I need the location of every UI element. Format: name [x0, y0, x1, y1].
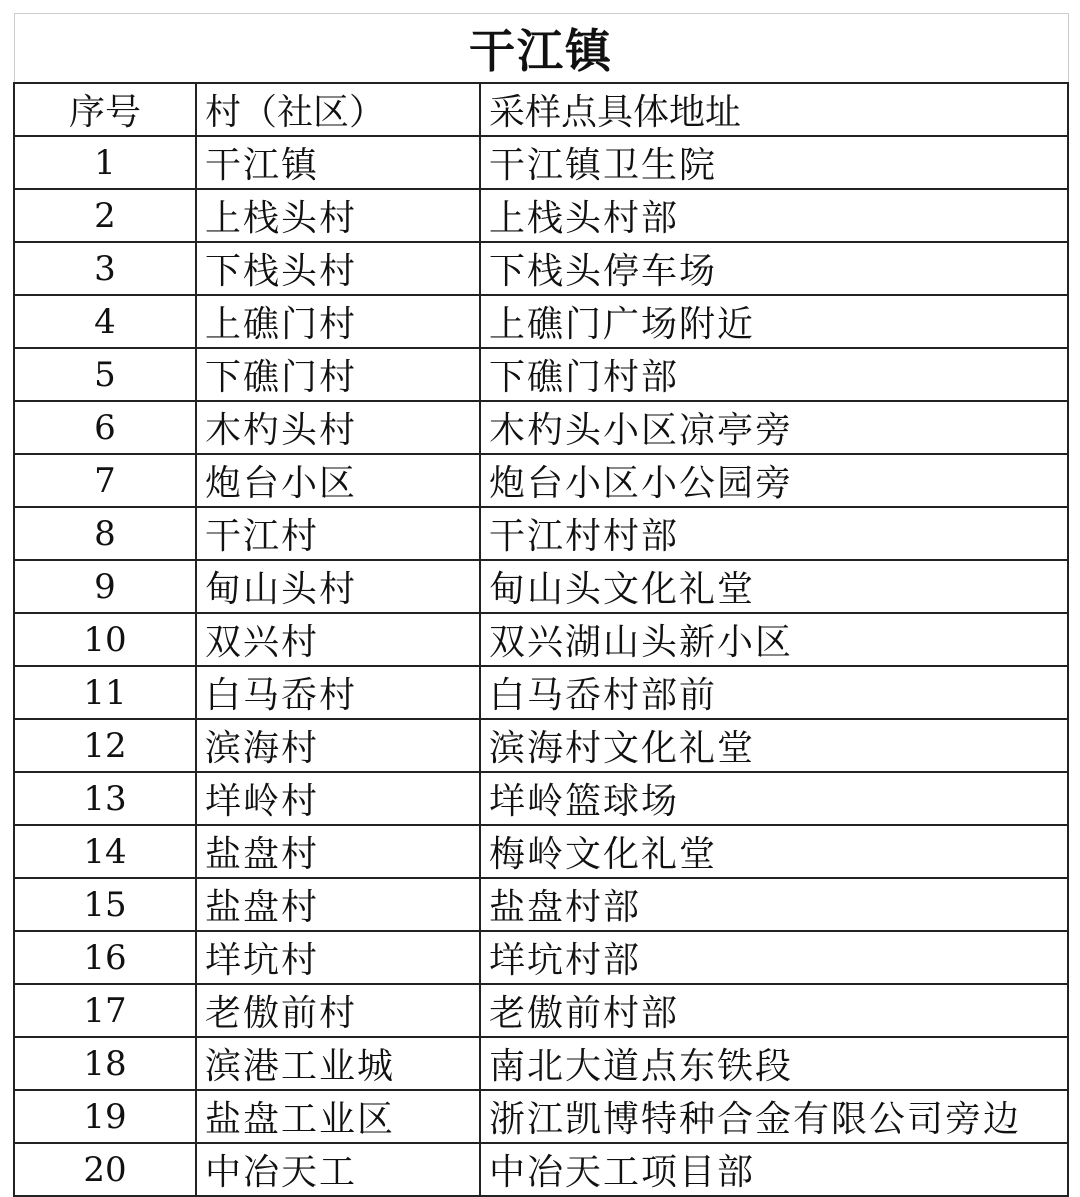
table-row — [14, 1090, 1068, 1143]
row-num: 8 — [14, 507, 196, 560]
row-num: 11 — [14, 666, 196, 719]
row-address: 下礁门村部 — [480, 348, 1068, 401]
row-num: 5 — [14, 348, 196, 401]
row-num: 4 — [14, 295, 196, 348]
table-row — [14, 772, 1068, 825]
header-num: 序号 — [14, 83, 196, 136]
row-village: 双兴村 — [196, 613, 480, 666]
row-num: 9 — [14, 560, 196, 613]
row-address: 浙江凯博特种合金有限公司旁边 — [480, 1090, 1068, 1143]
row-village: 下礁门村 — [196, 348, 480, 401]
row-village: 老傲前村 — [196, 984, 480, 1037]
row-address: 盐盘村部 — [480, 878, 1068, 931]
table-row — [14, 189, 1068, 242]
row-address: 白马岙村部前 — [480, 666, 1068, 719]
row-address: 炮台小区小公园旁 — [480, 454, 1068, 507]
row-village: 上栈头村 — [196, 189, 480, 242]
table-row — [14, 560, 1068, 613]
row-address: 南北大道点东铁段 — [480, 1037, 1068, 1090]
row-num: 7 — [14, 454, 196, 507]
row-address: 上礁门广场附近 — [480, 295, 1068, 348]
row-address: 梅岭文化礼堂 — [480, 825, 1068, 878]
table-row — [14, 348, 1068, 401]
row-village: 上礁门村 — [196, 295, 480, 348]
row-address: 中冶天工项目部 — [480, 1143, 1068, 1196]
row-village: 木杓头村 — [196, 401, 480, 454]
header-village: 村（社区） — [196, 83, 480, 136]
row-address: 上栈头村部 — [480, 189, 1068, 242]
table-body — [14, 14, 1068, 1197]
row-num: 1 — [14, 136, 196, 189]
row-village: 中冶天工 — [196, 1143, 480, 1196]
row-num: 13 — [14, 772, 196, 825]
row-address: 老傲前村部 — [480, 984, 1068, 1037]
row-num: 3 — [14, 242, 196, 295]
sampling-points-table — [13, 13, 1069, 1197]
row-village: 炮台小区 — [196, 454, 480, 507]
table-row — [14, 878, 1068, 931]
row-village: 盐盘村 — [196, 878, 480, 931]
row-village: 干江村 — [196, 507, 480, 560]
table-row — [14, 454, 1068, 507]
row-address: 下栈头停车场 — [480, 242, 1068, 295]
table-row — [14, 136, 1068, 189]
row-num: 2 — [14, 189, 196, 242]
row-num: 19 — [14, 1090, 196, 1143]
row-address: 双兴湖山头新小区 — [480, 613, 1068, 666]
row-num: 10 — [14, 613, 196, 666]
row-num: 6 — [14, 401, 196, 454]
table-row — [14, 507, 1068, 560]
table-row — [14, 984, 1068, 1037]
row-village: 盐盘村 — [196, 825, 480, 878]
row-village: 滨港工业城 — [196, 1037, 480, 1090]
table-row — [14, 666, 1068, 719]
row-address: 木杓头小区凉亭旁 — [480, 401, 1068, 454]
row-village: 垟坑村 — [196, 931, 480, 984]
row-num: 17 — [14, 984, 196, 1037]
row-village: 垟岭村 — [196, 772, 480, 825]
table-row — [14, 719, 1068, 772]
row-address: 干江镇卫生院 — [480, 136, 1068, 189]
row-num: 16 — [14, 931, 196, 984]
row-num: 14 — [14, 825, 196, 878]
row-village: 白马岙村 — [196, 666, 480, 719]
row-num: 15 — [14, 878, 196, 931]
table-title: 干江镇 — [14, 14, 1068, 84]
table-row — [14, 1037, 1068, 1090]
row-num: 18 — [14, 1037, 196, 1090]
table-row — [14, 931, 1068, 984]
header-address: 采样点具体地址 — [480, 83, 1068, 136]
row-village: 甸山头村 — [196, 560, 480, 613]
table-row — [14, 825, 1068, 878]
row-address: 垟坑村部 — [480, 931, 1068, 984]
table-row — [14, 401, 1068, 454]
row-address: 甸山头文化礼堂 — [480, 560, 1068, 613]
row-num: 20 — [14, 1143, 196, 1196]
row-num: 12 — [14, 719, 196, 772]
table-row — [14, 1143, 1068, 1196]
row-address: 干江村村部 — [480, 507, 1068, 560]
table-row — [14, 242, 1068, 295]
row-village: 下栈头村 — [196, 242, 480, 295]
row-address: 垟岭篮球场 — [480, 772, 1068, 825]
header-row — [14, 83, 1068, 136]
row-village: 盐盘工业区 — [196, 1090, 480, 1143]
row-village: 滨海村 — [196, 719, 480, 772]
row-village: 干江镇 — [196, 136, 480, 189]
table-row — [14, 295, 1068, 348]
table-row — [14, 613, 1068, 666]
row-address: 滨海村文化礼堂 — [480, 719, 1068, 772]
title-row — [14, 14, 1068, 84]
